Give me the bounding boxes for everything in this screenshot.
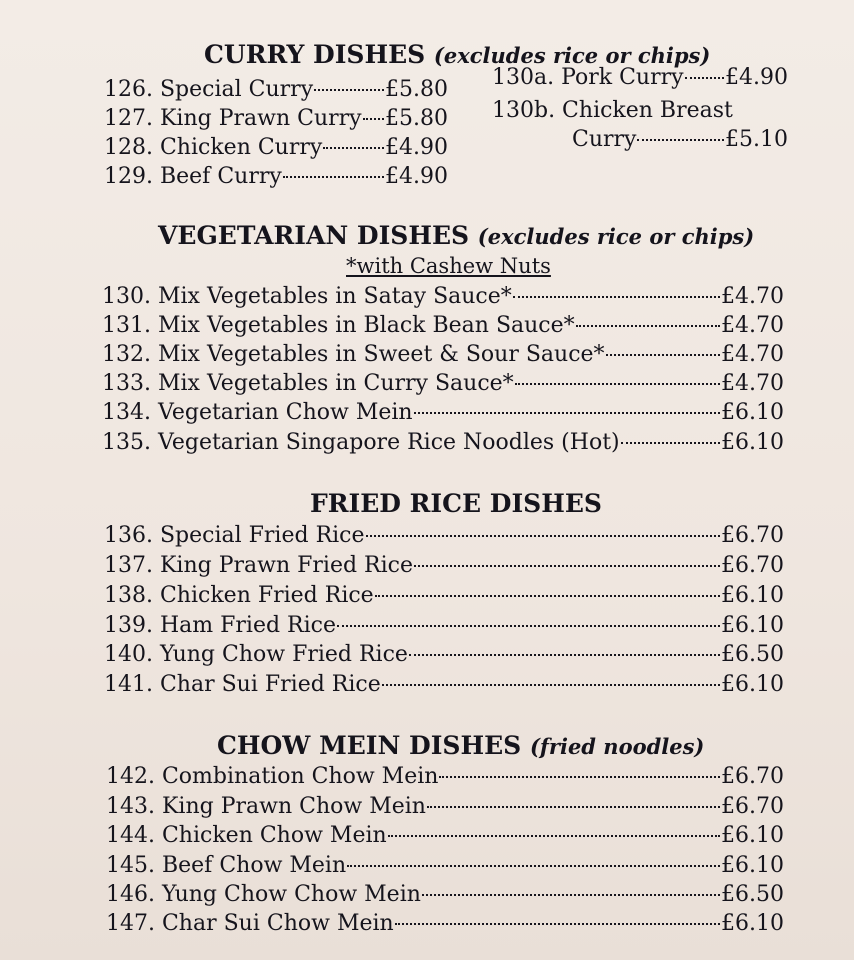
leader-dots	[414, 412, 720, 414]
fried-rice-title: FRIED RICE DISHES	[310, 489, 602, 518]
item-price: £6.50	[721, 642, 784, 667]
leader-dots	[621, 442, 720, 444]
leader-dots	[685, 77, 724, 79]
item-price: £6.10	[721, 583, 784, 608]
leader-dots	[439, 776, 720, 778]
item-name: 140. Yung Chow Fried Rice	[104, 642, 408, 667]
item-name: 135. Vegetarian Singapore Rice Noodles (Hot)	[102, 430, 620, 455]
item-price: £6.10	[721, 853, 784, 878]
item-price: £6.10	[721, 400, 784, 425]
item-price: £6.10	[721, 672, 784, 697]
chow-mein-heading	[217, 731, 704, 760]
item-name: 127. King Prawn Curry	[104, 106, 362, 131]
leader-dots	[337, 625, 720, 627]
leader-dots	[395, 923, 720, 925]
leader-dots	[314, 89, 384, 91]
menu-item	[104, 552, 784, 580]
menu-item	[106, 822, 784, 850]
menu-item	[102, 370, 784, 398]
item-name-line2: Curry	[572, 127, 637, 152]
item-price: £6.10	[721, 613, 784, 638]
item-price: £4.90	[385, 135, 448, 160]
item-price: £4.70	[721, 313, 784, 338]
item-name: 131. Mix Vegetables in Black Bean Sauce*	[102, 313, 575, 338]
vegetarian-subnote: *with Cashew Nuts	[346, 254, 551, 278]
menu-item	[104, 134, 448, 162]
menu-item	[104, 612, 784, 640]
item-price: £6.70	[721, 764, 784, 789]
item-price: £4.70	[721, 284, 784, 309]
menu-item	[106, 852, 784, 880]
item-name: 145. Beef Chow Mein	[106, 853, 347, 878]
item-price: £6.10	[721, 823, 784, 848]
leader-dots	[409, 654, 720, 656]
item-price: £5.80	[385, 106, 448, 131]
leader-dots	[323, 147, 384, 149]
menu-item	[102, 341, 784, 369]
item-name: 147. Char Sui Chow Mein	[106, 911, 394, 936]
leader-dots	[427, 806, 720, 808]
item-name: 128. Chicken Curry	[104, 135, 323, 160]
leader-dots	[347, 865, 720, 867]
curry-title: CURRY DISHES	[204, 40, 426, 69]
menu-item	[104, 163, 448, 191]
item-name: 137. King Prawn Fried Rice	[104, 553, 413, 578]
leader-dots	[606, 354, 720, 356]
menu-item	[102, 429, 784, 457]
leader-dots	[363, 118, 384, 120]
menu-item	[102, 283, 784, 311]
item-name: 136. Special Fried Rice	[104, 523, 365, 548]
menu-item	[102, 312, 784, 340]
leader-dots	[576, 325, 720, 327]
fried-rice-heading	[310, 489, 602, 518]
item-name: 126. Special Curry	[104, 77, 314, 102]
menu-item	[104, 105, 448, 133]
leader-dots	[283, 176, 384, 178]
curry-note: (excludes rice or chips)	[433, 43, 711, 68]
item-price: £4.70	[721, 342, 784, 367]
vegetarian-note: (excludes rice or chips)	[477, 224, 755, 249]
item-price: £6.70	[721, 794, 784, 819]
leader-dots	[422, 894, 720, 896]
item-price: £4.70	[721, 371, 784, 396]
menu-item	[492, 64, 788, 92]
item-name: 132. Mix Vegetables in Sweet & Sour Sauce*	[102, 342, 605, 367]
item-price: £6.50	[721, 882, 784, 907]
leader-dots	[366, 535, 721, 537]
item-name: 134. Vegetarian Chow Mein	[102, 400, 413, 425]
leader-dots	[375, 595, 720, 597]
leader-dots	[513, 296, 720, 298]
menu-item	[104, 641, 784, 669]
item-name: 144. Chicken Chow Mein	[106, 823, 387, 848]
item-name: 130. Mix Vegetables in Satay Sauce*	[102, 284, 512, 309]
leader-dots	[388, 835, 720, 837]
menu-item	[106, 910, 784, 938]
item-name: 146. Yung Chow Chow Mein	[106, 882, 421, 907]
vegetarian-title: VEGETARIAN DISHES	[158, 221, 470, 250]
item-price: £4.90	[385, 164, 448, 189]
item-price: £6.70	[721, 553, 784, 578]
item-name: 139. Ham Fried Rice	[104, 613, 336, 638]
menu-item	[106, 763, 784, 791]
item-price: £6.70	[721, 523, 784, 548]
menu-item	[104, 671, 784, 699]
item-name: 133. Mix Vegetables in Curry Sauce*	[102, 371, 514, 396]
item-name: 141. Char Sui Fried Rice	[104, 672, 381, 697]
chow-mein-note: (fried noodles)	[529, 734, 705, 759]
item-name: 142. Combination Chow Mein	[106, 764, 439, 789]
menu-item	[106, 793, 784, 821]
menu-item	[104, 582, 784, 610]
leader-dots	[382, 684, 720, 686]
chow-mein-title: CHOW MEIN DISHES	[217, 731, 522, 760]
item-name: 143. King Prawn Chow Mein	[106, 794, 426, 819]
menu-item	[102, 399, 784, 427]
leader-dots	[637, 139, 724, 141]
item-price: £6.10	[721, 911, 784, 936]
menu-item	[572, 126, 788, 154]
menu-item	[106, 881, 784, 909]
item-price: £6.10	[721, 430, 784, 455]
menu-item	[104, 76, 448, 104]
item-name: 130a. Pork Curry	[492, 65, 684, 90]
item-name: 138. Chicken Fried Rice	[104, 583, 374, 608]
item-price: £5.80	[385, 77, 448, 102]
item-price: £4.90	[725, 65, 788, 90]
leader-dots	[515, 383, 720, 385]
item-name-line1: 130b. Chicken Breast	[492, 98, 733, 123]
leader-dots	[414, 565, 720, 567]
vegetarian-heading	[158, 221, 754, 250]
item-name: 129. Beef Curry	[104, 164, 282, 189]
item-price: £5.10	[725, 127, 788, 152]
menu-item	[104, 522, 784, 550]
